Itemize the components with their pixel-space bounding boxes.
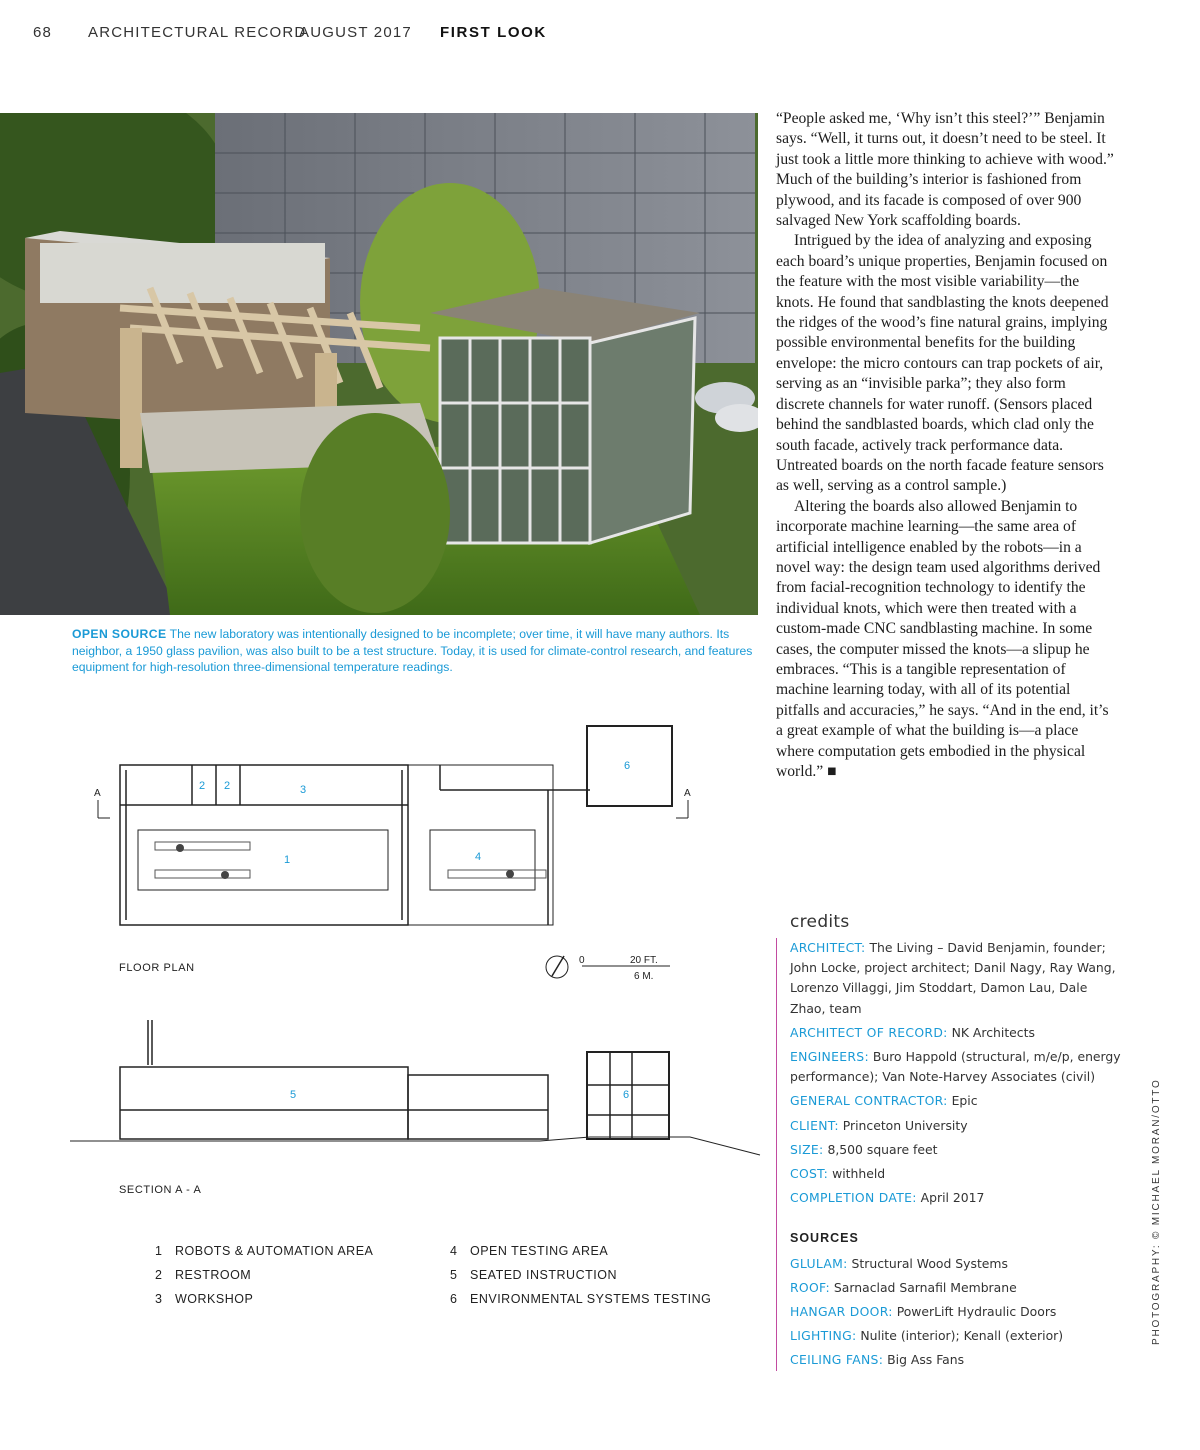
credit-value: Epic bbox=[947, 1093, 978, 1109]
legend-label: RESTROOM bbox=[175, 1268, 252, 1282]
source-entry bbox=[790, 1278, 1121, 1298]
room-number-3: 3 bbox=[300, 784, 307, 796]
source-key: GLULAM: bbox=[790, 1255, 848, 1271]
source-value: PowerLift Hydraulic Doors bbox=[892, 1304, 1057, 1320]
scale-zero: 0 bbox=[579, 955, 585, 966]
credit-value: Buro Happold (structural, m/e/p, energy performance); Van Note-Harvey Associates (civil) bbox=[790, 1049, 1121, 1085]
credit-entry bbox=[790, 1023, 1121, 1043]
credit-value: withheld bbox=[828, 1166, 886, 1182]
room-number-2a: 2 bbox=[199, 780, 206, 792]
page-number: 68 bbox=[33, 24, 53, 41]
source-entry bbox=[790, 1254, 1121, 1274]
legend-label: WORKSHOP bbox=[175, 1292, 254, 1306]
legend-label: ENVIRONMENTAL SYSTEMS TESTING bbox=[470, 1292, 712, 1306]
credit-value: Princeton University bbox=[838, 1117, 968, 1133]
legend-right bbox=[450, 1244, 711, 1316]
legend-label: OPEN TESTING AREA bbox=[470, 1244, 609, 1258]
issue-date: AUGUST 2017 bbox=[299, 24, 412, 41]
source-value: Sarnaclad Sarnafil Membrane bbox=[829, 1279, 1017, 1295]
source-key: ROOF: bbox=[790, 1279, 830, 1295]
body-paragraph: “People asked me, ‘Why isn’t this steel?’” Benjamin says. “Well, it turns out, it doesn’t need to be steel. It just took a little more thinking to achieve with wood.” Much of the building’s interior is fashioned from plywood, and its facade is composed of over 900 salvaged New York scaffolding boards. bbox=[776, 110, 1114, 230]
credit-key: COMPLETION DATE: bbox=[790, 1190, 917, 1206]
publication-name: ARCHITECTURAL RECORD bbox=[88, 24, 307, 41]
credit-key: GENERAL CONTRACTOR: bbox=[790, 1093, 948, 1109]
credit-entry bbox=[790, 1116, 1121, 1136]
source-key: HANGAR DOOR: bbox=[790, 1304, 893, 1320]
legend-item bbox=[450, 1292, 711, 1316]
source-value: Nulite (interior); Kenall (exterior) bbox=[856, 1328, 1064, 1344]
source-key: LIGHTING: bbox=[790, 1328, 857, 1344]
credits-box bbox=[776, 938, 1121, 1371]
credit-entry bbox=[790, 1164, 1121, 1184]
legend-number: 3 bbox=[155, 1292, 163, 1306]
room-number-2b: 2 bbox=[224, 780, 231, 792]
source-entry bbox=[790, 1350, 1121, 1370]
scale-meters: 6 M. bbox=[634, 971, 654, 980]
room-number-4: 4 bbox=[475, 851, 482, 863]
body-paragraph: Altering the boards also allowed Benjamin to incorporate machine learning—the same area of artificial intelligence enabled by the robots—in a novel way: the design team used algorithms derived from facial-recognition technology to identify the individual knots, which were then treated with a custom-made CNC sandblasting machine. In some cases, the computer missed the knots—a slipup he embraces. “This is a tangible representation of machine learning today, with all of its potential pitfalls and accuracies,” he says. “And in the end, it’s a great example of what the building is—a place where computation gets embodied in the physical world.” ■ bbox=[776, 497, 1109, 780]
credit-entry bbox=[790, 1047, 1121, 1087]
credit-key: ARCHITECT OF RECORD: bbox=[790, 1024, 948, 1040]
section-name: FIRST LOOK bbox=[440, 24, 547, 41]
legend-number: 2 bbox=[155, 1268, 163, 1282]
building-photo bbox=[0, 113, 758, 615]
credit-key: SIZE: bbox=[790, 1141, 824, 1157]
caption-lead: OPEN SOURCE bbox=[72, 627, 167, 641]
room-number-1: 1 bbox=[284, 854, 291, 866]
legend-number: 4 bbox=[450, 1244, 458, 1258]
credit-value: The Living – David Benjamin, founder; John Locke, project architect; Danil Nagy, Ray Wang, Lorenzo Villaggi, Jim Stoddart, Damon Lau, Dale Zhao, team bbox=[790, 940, 1116, 1016]
legend-number: 6 bbox=[450, 1292, 458, 1306]
legend-item bbox=[155, 1292, 373, 1316]
scale-feet: 20 FT. bbox=[630, 955, 658, 966]
section-room-number-6: 6 bbox=[623, 1089, 630, 1101]
article-body bbox=[776, 109, 1116, 782]
floor-plan-label: FLOOR PLAN bbox=[119, 962, 195, 974]
credit-key: ARCHITECT: bbox=[790, 940, 866, 955]
section-label: SECTION A - A bbox=[119, 1184, 202, 1196]
section-room-number-5: 5 bbox=[290, 1089, 297, 1101]
credit-entry bbox=[790, 1091, 1121, 1111]
credit-value: April 2017 bbox=[916, 1190, 985, 1206]
photo-caption bbox=[72, 626, 762, 676]
credit-value: 8,500 square feet bbox=[823, 1141, 938, 1157]
legend-item bbox=[155, 1244, 373, 1268]
legend-item bbox=[450, 1244, 711, 1268]
legend-number: 1 bbox=[155, 1244, 163, 1258]
source-entry bbox=[790, 1302, 1121, 1322]
source-key: CEILING FANS: bbox=[790, 1352, 884, 1368]
credit-key: CLIENT: bbox=[790, 1117, 839, 1133]
credits-panel bbox=[776, 912, 1121, 1375]
credit-entry bbox=[790, 1188, 1121, 1208]
source-entry bbox=[790, 1326, 1121, 1346]
legend-left bbox=[155, 1244, 373, 1316]
body-paragraph: Intrigued by the idea of analyzing and exposing each board’s unique properties, Benjamin focused on the feature with the most visible variability—the knots. He found that sandblasting the knots deepened the ridges of the wood’s fine natural grains, implying possible environmental benefits for the building envelope: the micro contours can trap pockets of air, serving as an “invisible parka”; they also form discrete channels for water runoff. (Sensors placed behind the sandblasted boards, which clad only the south facade, actively track performance data. Untreated boards on the north facade feature sensors as well, serving as a control sample.) bbox=[776, 232, 1109, 495]
credit-key: COST: bbox=[790, 1166, 829, 1182]
legend-label: ROBOTS & AUTOMATION AREA bbox=[175, 1244, 374, 1258]
credit-value: NK Architects bbox=[947, 1024, 1035, 1040]
source-value: Structural Wood Systems bbox=[847, 1255, 1008, 1271]
caption-text: The new laboratory was intentionally designed to be incomplete; over time, it will have many authors. Its neighbor, a 1950 glass pavilion, was also built to be a test structure. Today, it is used for climate-control research, and features equipment for high-resolution three-dimensional temperature readings. bbox=[72, 627, 753, 674]
legend-item bbox=[450, 1268, 711, 1292]
sources-title: SOURCES bbox=[790, 1231, 859, 1246]
legend-number: 5 bbox=[450, 1268, 458, 1282]
room-number-6: 6 bbox=[624, 760, 631, 772]
credit-entry bbox=[790, 1140, 1121, 1160]
credits-title: credits bbox=[790, 912, 850, 932]
section-marker-left: A bbox=[94, 788, 101, 799]
credit-key: ENGINEERS: bbox=[790, 1049, 869, 1065]
photo-credit: PHOTOGRAPHY: © MICHAEL MORAN/OTTO bbox=[1151, 1078, 1162, 1345]
legend-item bbox=[155, 1268, 373, 1292]
floor-plan-drawing bbox=[70, 720, 770, 980]
section-drawing bbox=[70, 1015, 770, 1165]
credit-entry bbox=[790, 938, 1121, 1019]
section-marker-right: A bbox=[684, 788, 691, 799]
source-value: Big Ass Fans bbox=[883, 1352, 965, 1368]
legend-label: SEATED INSTRUCTION bbox=[470, 1268, 617, 1282]
